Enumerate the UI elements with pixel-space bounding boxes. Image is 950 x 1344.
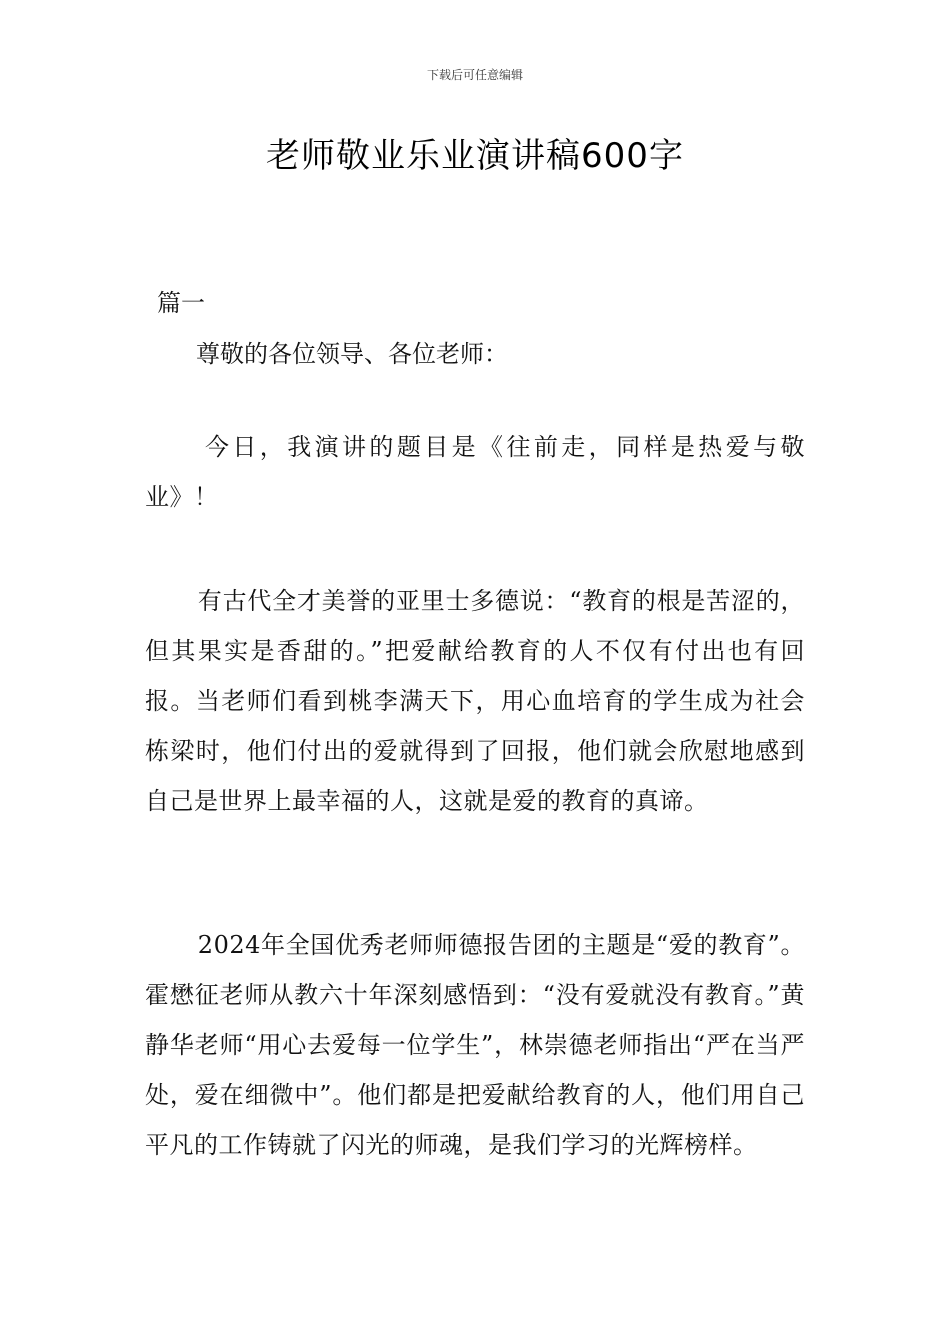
header-note: 下载后可任意编辑 — [426, 68, 523, 82]
paragraph-3: 2024年全国优秀老师师德报告团的主题是“爱的教育”。霍懋征老师从教六十年深刻感悟到：“没有爱就没有教育。”黄静华老师“用心去爱每一位学生”，林崇德老师指出“严在当严处，爱在细微中”。他们都是把爱献给教育的人，他们用自己平凡的工作铸就了闪光的师魂，是我们学习的光辉榜样。 — [145, 931, 805, 1159]
salutation: 尊敬的各位领导、各位老师： — [196, 340, 508, 368]
paragraph-2: 有古代全才美誉的亚里士多德说：“教育的根是苦涩的，但其果实是香甜的。”把爱献给教育的人不仅有付出也有回报。当老师们看到桃李满天下，用心血培育的学生成为社会栋梁时，他们付出的爱就得到了回报，他们就会欣慰地感到自己是世界上最幸福的人，这就是爱的教育的真谛。 — [145, 587, 805, 815]
paragraph-1: 今日，我演讲的题目是《往前走，同样是热爱与敬业》！ — [145, 433, 805, 511]
section-label: 篇一 — [157, 289, 205, 317]
document-title: 老师敬业乐业演讲稿600字 — [266, 136, 684, 176]
